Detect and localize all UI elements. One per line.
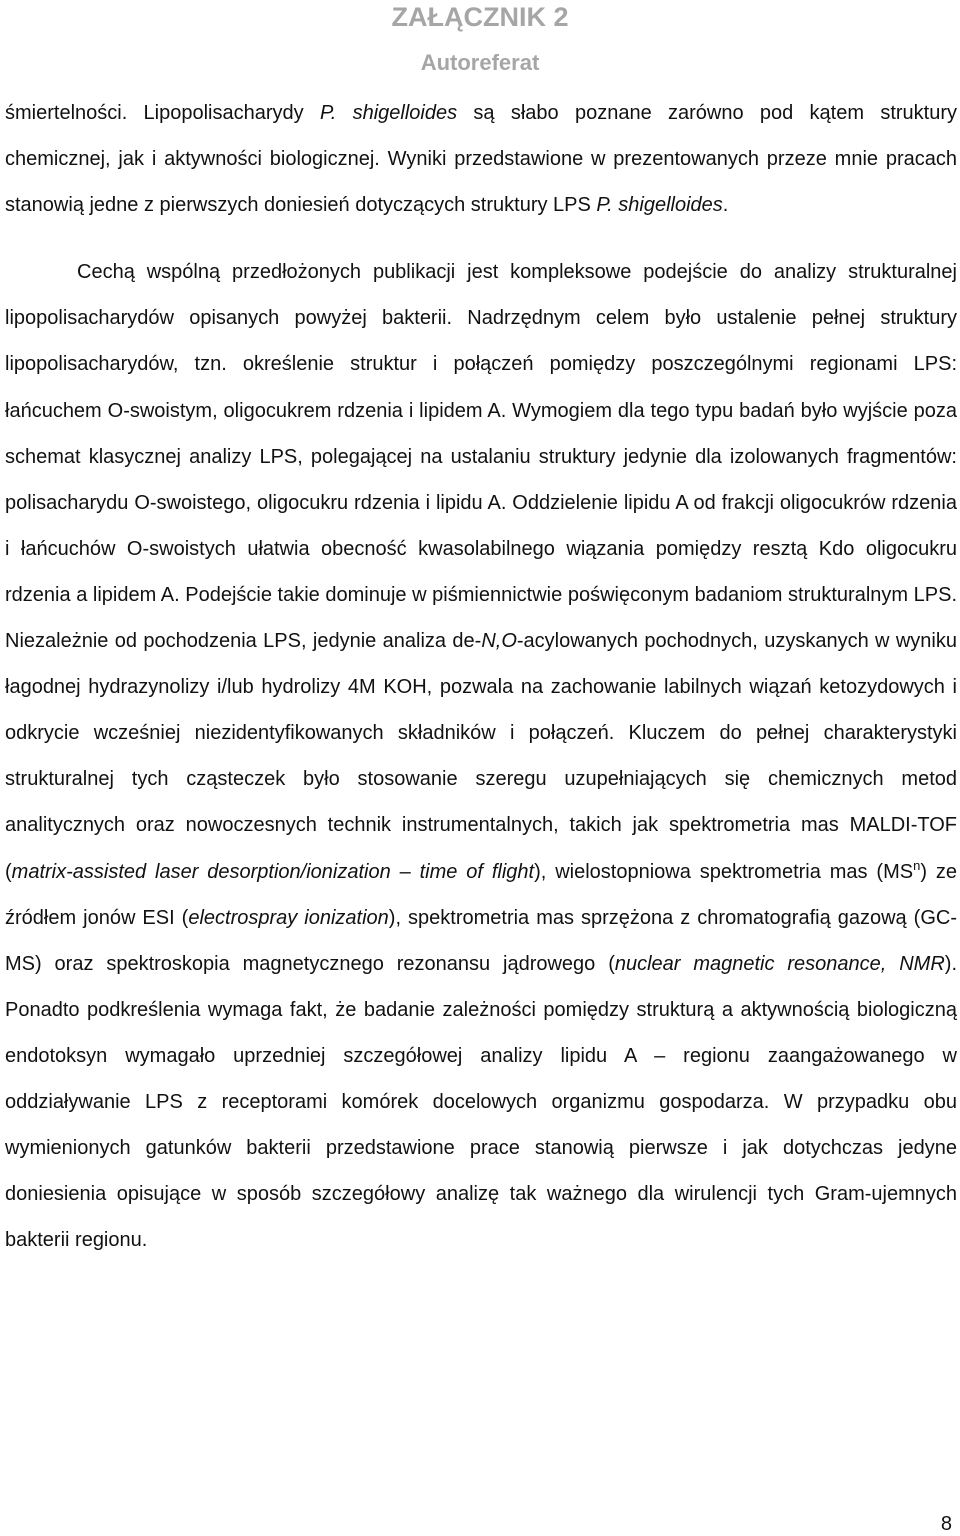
text-run: śmiertelności. Lipopolisacharydy (5, 102, 320, 124)
superscript: n (913, 857, 921, 873)
italic-term: N,O (481, 630, 517, 653)
italic-term: electrospray ionization (188, 906, 389, 929)
annex-subtitle: Autoreferat (420, 50, 540, 75)
text-run: są słabo poznane zarówno pod kątem struktury chemicznej, jak i aktywności biologicznej. Wyniki przedstawione w prezentowanych przeze mnie pracach stanowią jedne z pierwszych doniesień dotyczących struktury LPS (5, 102, 958, 217)
document-body (5, 90, 957, 1263)
page-number: 8 (940, 1513, 952, 1535)
text-run: ), spektrometria mas sprzężona z chromatografią gazową (GC-MS) oraz spektroskopia magnetycznego rezonansu jądrowego ( (5, 906, 957, 975)
annex-title: ZAŁĄCZNIK 2 (391, 2, 569, 32)
text-run: . (722, 194, 729, 217)
paragraph-1 (5, 90, 957, 228)
text-run: Cechą wspólną przedłożonych publikacji jest kompleksowe podejście do analizy strukturalnej lipopolisacharydów opisanych powyżej bakterii. Nadrzędnym celem było ustalenie pełnej struktury lipopolisacharydów, tzn. określenie struktur i połączeń pomiędzy poszczególnymi regionami LPS: łańcuchem O-swoistym, oligocukrem rdzenia i lipidem A. Wymogiem dla tego typu badań było wyjście poza schemat klasycznej analizy LPS, polegającej na ustalaniu struktury jedynie dla izolowanych fragmentów: polisacharydu O-swoistego, oligocukru rdzenia i lipidu A. Oddzielenie lipidu A od frakcji oligocukrów rdzenia i łańcuchów O-swoistych ułatwia obecność kwasolabilnego wiązania pomiędzy resztą Kdo oligocukru rdzenia a lipidem A. Podejście takie dominuje w piśmiennictwie poświęconym badaniom strukturalnym LPS. Niezależnie od pochodzenia LPS, jedynie analiza de- (5, 261, 957, 653)
paragraph-2 (5, 249, 957, 1263)
text-run: ). Ponadto podkreślenia wymaga fakt, że badanie zależności pomiędzy strukturą a aktywnością biologiczną endotoksyn wymagało uprzedniej szczegółowej analizy lipidu A – regionu zaangażowanego w oddziaływanie LPS z receptorami komórek docelowych organizmu gospodarza. W przypadku obu wymienionych gatunków bakterii przedstawione prace stanowią pierwsze i jak dotychczas jedyne doniesienia opisujące w sposób szczegółowy analizę tak ważnego dla wirulencji tych Gram-ujemnych bakterii regionu. (5, 952, 957, 1252)
text-run: -acylowanych pochodnych, uzyskanych w wyniku łagodnej hydrazynolizy i/lub hydrolizy 4M KOH, pozwala na zachowanie labilnych wiązań ketozydowych i odkrycie wcześniej niezidentyfikowanych składników i połączeń. Kluczem do pełnej charakterystyki strukturalnej tych cząsteczek było stosowanie szeregu uzupełniających się chemicznych metod analitycznych oraz nowoczesnych technik instrumentalnych, takich jak spektrometria mas MALDI-TOF ( (5, 630, 957, 883)
italic-term: matrix-assisted laser desorption/ionization – time of flight (11, 860, 535, 883)
italic-term: nuclear magnetic resonance, NMR (614, 952, 945, 975)
text-run: ) ze źródłem jonów ESI ( (5, 860, 957, 929)
species-name: P. shigelloides (596, 194, 723, 217)
species-name: P. shigelloides (319, 102, 458, 124)
text-run: ), wielostopniowa spektrometria mas (MS (534, 860, 914, 883)
